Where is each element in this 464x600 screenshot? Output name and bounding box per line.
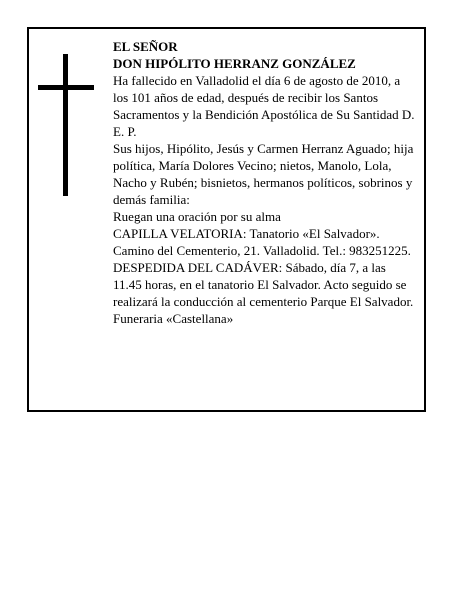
wake-chapel-info: CAPILLA VELATORIA: Tanatorio «El Salvador». Camino del Cementerio, 21. Valladolid. Tel.: 983251225.	[113, 226, 411, 258]
death-announcement: Ha fallecido en Valladolid el día 6 de agosto de 2010, a los 101 años de edad, después de recibir los Santos Sacramentos y la Bendición Apostólica de Su Santidad D. E. P.	[113, 73, 415, 139]
family-list: Sus hijos, Hipólito, Jesús y Carmen Herranz Aguado; hija política, María Dolores Vecino; nietos, Manolo, Lola, Nacho y Rubén; bisnietos, hermanos políticos, sobrinos y demás familia:	[113, 141, 414, 207]
farewell-info: DESPEDIDA DEL CADÁVER: Sábado, día 7, a las 11.45 horas, en el tanatorio El Salvador. Acto seguido se realizará la conducción al cementerio Parque El Salvador.	[113, 260, 414, 309]
prayer-request: Ruegan una oración por su alma	[113, 209, 281, 224]
cross-icon-crossbar	[38, 85, 94, 90]
deceased-name: DON HIPÓLITO HERRANZ GONZÁLEZ	[113, 56, 356, 71]
notice-title: EL SEÑOR	[113, 39, 178, 54]
funeral-home: Funeraria «Castellana»	[113, 311, 234, 326]
obituary-text-block	[113, 38, 415, 327]
cross-icon	[63, 54, 68, 196]
